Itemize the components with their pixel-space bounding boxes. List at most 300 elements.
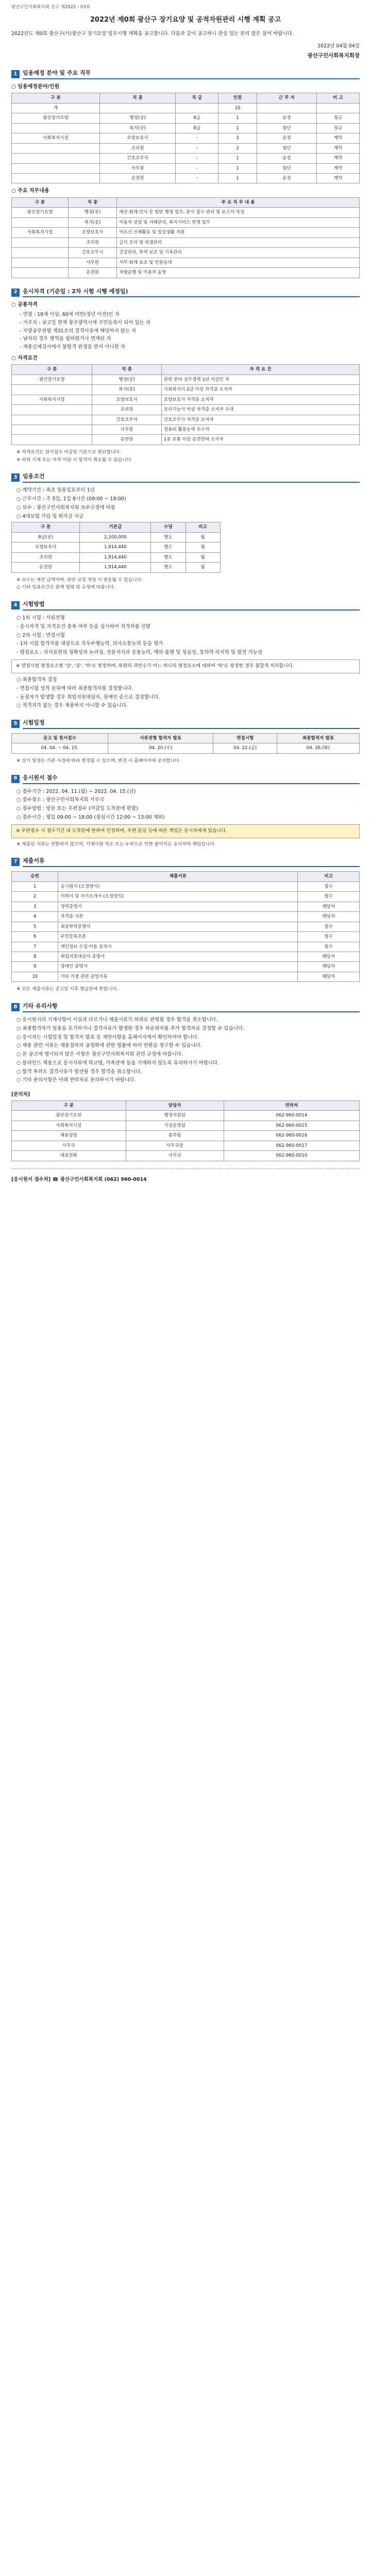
table-cell: 광산장기요양 <box>12 375 92 384</box>
table-cell: 계약 <box>316 154 359 163</box>
table-cell: 2,100,000 <box>80 532 151 542</box>
table-row <box>12 563 221 572</box>
table-cell: 간호조무사 <box>100 154 176 163</box>
table-cell: 2 <box>12 892 58 902</box>
table-cell: 경력증명서 <box>58 902 298 911</box>
table-row <box>12 405 360 415</box>
qualification-table <box>11 364 360 445</box>
table-cell: 어르신 신체활동 및 일상생활 지원 <box>117 228 360 238</box>
table-cell: 조리원 <box>68 238 116 247</box>
table-row <box>12 1141 360 1150</box>
table-header-cell: 면접시험 <box>213 734 277 743</box>
table-cell <box>12 435 92 445</box>
table-cell: 사무원 <box>100 163 176 173</box>
table-cell: 송정 <box>257 173 316 183</box>
table-cell: 광산장기요양 <box>12 208 69 217</box>
table-cell: 총무팀 <box>126 1131 224 1141</box>
table-row <box>12 912 360 922</box>
table-cell: 필수 <box>298 892 360 902</box>
section-1-title <box>11 69 360 79</box>
table-header-cell: 직 종 <box>100 93 176 103</box>
table-header-cell: 연락처 <box>224 1100 359 1110</box>
interview-note-box: ※ 면접시험 평정요소별 '상', '중', '하'로 평정하며, 위원의 과반수가 어느 하나의 평정요소에 대하여 '하'로 평정한 경우 불합격 처리합니다. <box>11 659 360 673</box>
table-row <box>12 543 221 552</box>
table-row <box>12 902 360 911</box>
table-cell: 광산장기요양 <box>12 113 100 123</box>
text-line: ※ 제출된 서류는 반환하지 않으며, 기재사항 착오 또는 누락으로 인한 불이익은 응시자의 책임입니다. <box>16 841 216 847</box>
table-cell: 6 <box>12 932 58 942</box>
document-page <box>0 0 371 1198</box>
table-header-cell: 최종합격자 발표 <box>277 734 359 743</box>
table-row <box>12 385 360 395</box>
text-line: ○ 합격 후라도 결격사유가 발견될 경우 합격을 취소합니다. <box>16 1069 142 1075</box>
table-cell: 개인정보 수집·이용 동의서 <box>58 942 298 952</box>
announcement-date: 2022년 04월 04일 <box>317 43 360 49</box>
table-row <box>12 932 360 942</box>
table-cell: 송정 <box>257 133 316 143</box>
table-cell: 행정(공) <box>100 113 176 123</box>
table-cell: 광산장기요양 <box>12 1111 126 1121</box>
table-cell: 월 <box>185 532 220 542</box>
section-number: 5 <box>11 720 20 728</box>
table-row <box>12 952 360 962</box>
table-cell: 송정 <box>257 154 316 163</box>
table-cell: 8급 <box>176 113 218 123</box>
section-number: 8 <box>11 1003 20 1011</box>
table-row <box>12 268 360 278</box>
footer-line: [응시원서 접수처] ☎ 광산구민사회복지회 (062) 960-0014 <box>11 1176 147 1182</box>
table-cell: 사회복지사 2급 이상 자격증 소지자 <box>161 385 359 395</box>
table-cell: - <box>176 154 218 163</box>
section-heading: 임용조건 <box>23 472 360 483</box>
table-cell: 조리원 <box>100 143 176 153</box>
table-row <box>12 238 360 247</box>
table-cell: 간호조무사 <box>68 248 116 258</box>
table-cell: 요양보호사 <box>68 228 116 238</box>
text-line: - 지방공무원법 제31조의 결격사유에 해당하지 않는 자 <box>20 328 137 334</box>
subheading: ○ 주요 직무내용 <box>11 188 49 194</box>
table-header-cell: 주 요 직 무 내 용 <box>117 197 360 207</box>
duty-table <box>11 197 360 278</box>
table-cell: 1 <box>218 163 257 173</box>
table-cell: 8급(공) <box>12 532 80 542</box>
table-cell: 차량운행 및 이용자 송영 <box>117 268 360 278</box>
table-row <box>12 532 221 542</box>
table-row <box>12 552 221 562</box>
table-cell: 사무원 <box>68 258 116 267</box>
table-cell: 해당자 <box>298 902 360 911</box>
issuer: 광산구민사회복지회장 <box>307 52 360 59</box>
table-cell: 행정(공) <box>92 375 161 384</box>
table-cell <box>12 154 100 163</box>
table-cell: 행정(공) <box>68 208 116 217</box>
table-cell: 정규 <box>316 113 359 123</box>
document-title: 2022년 제0회 광산구 장기요양 및 공적자원관리 시행 계획 공고 <box>90 16 281 24</box>
table-cell: 04. 04. ~ 04. 15. <box>12 743 108 753</box>
table-row <box>12 258 360 267</box>
table-cell: 사무국장 <box>126 1141 224 1150</box>
section-number: 7 <box>11 858 20 866</box>
table-cell: 04. 26.(화) <box>277 743 359 753</box>
salary-table <box>11 522 221 572</box>
table-header-cell: 담당자 <box>126 1100 224 1110</box>
table-row <box>12 133 360 143</box>
table-cell: 기타 가점 관련 증빙서류 <box>58 972 298 981</box>
application-note-box: ※ 우편접수 시 접수기간 내 도착분에 한하여 인정하며, 우편 분실 등에 따른 책임은 응시자에게 있습니다. <box>11 824 360 838</box>
text-line: ○ 1차 시험 : 서류전형 <box>16 615 65 621</box>
text-line: - 남자의 경우 병역을 필하였거나 면제된 자 <box>20 336 111 342</box>
text-line: ○ 2차 시험 : 면접시험 <box>16 632 65 638</box>
table-cell: 필수 <box>298 922 360 931</box>
table-cell: 별도 <box>151 552 185 562</box>
table-cell: 사회복지시설 <box>12 133 100 143</box>
table-cell: 복지(공) <box>100 123 176 133</box>
table-row <box>12 425 360 435</box>
text-line: ※ 자격요건은 원서접수 마감일 기준으로 판단합니다. <box>16 449 121 455</box>
table-cell: 해당자 <box>298 952 360 962</box>
table-cell: 1,914,440 <box>80 563 151 572</box>
table-header-cell: 비고 <box>185 522 220 532</box>
table-header-cell: 비 고 <box>316 93 359 103</box>
section-number: 4 <box>11 601 20 609</box>
table-header-cell: 비고 <box>298 872 360 882</box>
section-heading: 시험일정 <box>23 719 360 729</box>
table-header-cell: 구 분 <box>12 197 69 207</box>
table-cell: 062-960-0014 <box>224 1111 359 1121</box>
schedule-note: ※ 상기 일정은 기관 사정에 따라 변경될 수 있으며, 변경 시 홈페이지에 공지합니다. <box>16 758 181 764</box>
table-cell: 3 <box>12 902 58 911</box>
text-line: ○ 접수장소 : 광산구민사회복지회 사무국 <box>16 797 105 803</box>
table-cell: 계약 <box>316 133 359 143</box>
table-cell: 조리기능사 이상 자격증 소지자 우대 <box>161 405 359 415</box>
text-line: ○ 기타 임용조건은 관계 법령 및 규정에 따릅니다. <box>16 585 115 590</box>
section-heading: 제출서류 <box>23 857 360 867</box>
table-row <box>12 882 360 891</box>
table-cell: 별도 <box>151 532 185 542</box>
table-cell <box>12 385 92 395</box>
text-line: ○ 접수방법 : 방문 또는 우편접수 (마감일 도착분에 한함) <box>16 806 138 812</box>
table-header-cell: 자 격 요 건 <box>161 365 359 375</box>
table-row <box>12 1121 360 1130</box>
table-cell: 3 <box>218 133 257 143</box>
table-cell: 062-960-0017 <box>224 1141 359 1150</box>
table-cell: 5 <box>12 922 58 931</box>
schedule-table <box>11 733 360 754</box>
table-cell: 1 <box>218 113 257 123</box>
table-row <box>12 123 360 133</box>
table-cell <box>316 103 359 113</box>
table-cell: 계약 <box>316 173 359 183</box>
table-row <box>12 228 360 238</box>
table-header-cell: 직 종 <box>92 365 161 375</box>
text-line: - 동점자가 발생할 경우 취업지원대상자, 장애인 순으로 결정합니다. <box>16 694 160 700</box>
table-cell: 조리원 <box>92 405 161 415</box>
table-header-cell: 수당 <box>151 522 185 532</box>
table-cell <box>100 103 176 113</box>
table-cell: 별도 <box>151 543 185 552</box>
text-line: ○ 적격자가 없는 경우 채용하지 아니할 수 있습니다. <box>16 703 128 709</box>
table-cell: 장애인 증명서 <box>58 962 298 972</box>
section-5-title <box>11 719 360 729</box>
table-cell: 04. 20.(수) <box>108 743 213 753</box>
table-cell: 사회복지시설 <box>12 1121 126 1130</box>
section-number: 2 <box>11 289 20 297</box>
table-cell: 조리원 <box>12 552 80 562</box>
section-heading: 기타 유의사항 <box>23 1002 360 1012</box>
table-cell: 요양보호사 <box>92 395 161 404</box>
documents-table <box>11 871 360 982</box>
text-line: ○ 4대보험 가입 및 퇴직금 지급 <box>16 513 84 519</box>
table-cell: 운전원 <box>68 268 116 278</box>
table-row <box>12 1131 360 1141</box>
table-cell <box>12 217 69 227</box>
table-cell: 사무국 <box>126 1151 224 1161</box>
table-header-cell: 구 분 <box>12 365 92 375</box>
text-line: - 평정요소 : 의사표현의 정확성과 논리성, 전문지식과 응용능력, 예의·품행 및 성실성, 창의력·의지력 및 발전 가능성 <box>16 650 262 656</box>
table-cell <box>12 123 100 133</box>
table-row <box>12 113 360 123</box>
text-line: ○ 계약기간 : 최초 임용일로부터 1년 <box>16 487 95 494</box>
text-line: ○ 기타 문의사항은 아래 연락처로 문의하시기 바랍니다. <box>16 1077 136 1083</box>
table-cell: 2 <box>218 143 257 153</box>
table-cell: 계 <box>12 103 100 113</box>
text-line: - 1차 시험 합격자를 대상으로 직무수행능력, 의사소통능력 등을 평가 <box>16 641 163 647</box>
table-row <box>12 248 360 258</box>
table-cell: 취업지원대상자 증명서 <box>58 952 298 962</box>
table-row <box>12 942 360 952</box>
table-cell: 운전원 <box>92 435 161 445</box>
text-line: ○ 응시원서의 기재사항이 사실과 다르거나 제출서류가 허위로 판명될 경우 합격을 취소합니다. <box>16 1017 218 1023</box>
table-row <box>12 173 360 183</box>
table-cell: 8급 <box>176 123 218 133</box>
table-cell <box>176 103 218 113</box>
table-cell: 예산·회계·인사 등 일반 행정 업무, 문서 접수·관리 및 보고서 작성 <box>117 208 360 217</box>
table-cell: 채용담당 <box>12 1131 126 1141</box>
table-cell <box>12 163 100 173</box>
text-line: ※ 허위 기재 또는 자격 미달 시 합격이 취소될 수 있습니다. <box>16 457 133 463</box>
table-cell: 10 <box>12 972 58 981</box>
table-cell <box>12 415 92 425</box>
table-cell: 4 <box>12 912 58 922</box>
table-cell: 대표전화 <box>12 1151 126 1161</box>
table-cell: 최종학력증명서 <box>58 922 298 931</box>
table-cell: 계약 <box>316 143 359 153</box>
subheading: ○ 공통자격 <box>11 302 38 308</box>
table-cell: 관련 분야 실무경력 1년 이상인 자 <box>161 375 359 384</box>
table-cell: 사회복지시설 <box>12 395 92 404</box>
section-7-title <box>11 857 360 867</box>
text-line: ○ 최종합격자 결정 <box>16 677 57 683</box>
table-header-cell: 직 급 <box>176 93 218 103</box>
text-line: ○ 접수기간 : 2022. 04. 11.(월) ~ 2022. 04. 15.(금) <box>16 788 136 794</box>
table-cell: 첨단 <box>257 143 316 153</box>
table-cell: 사무원 <box>92 425 161 435</box>
table-cell: 8 <box>12 952 58 962</box>
table-cell <box>12 258 69 267</box>
table-cell: - <box>176 173 218 183</box>
divider <box>11 1168 360 1169</box>
table-cell: 요양보호사 <box>12 543 80 552</box>
section-number: 3 <box>11 473 20 482</box>
text-line: ○ 최종합격자가 임용을 포기하거나 결격사유가 발생한 경우 차순위자를 추가 합격자로 결정할 수 있습니다. <box>16 1025 245 1031</box>
table-header-cell: 인원 <box>218 93 257 103</box>
table-header-cell: 구 분 <box>12 93 100 103</box>
table-cell: 송정 <box>257 113 316 123</box>
table-cell <box>12 248 69 258</box>
section-heading: 응시자격 (기준일 : 2차 시험 시행 예정일) <box>23 287 360 298</box>
table-row <box>12 972 360 981</box>
table-header-cell: 순번 <box>12 872 58 882</box>
table-cell: - <box>176 133 218 143</box>
table-header-cell: 구 분 <box>12 1100 126 1110</box>
table-cell <box>12 238 69 247</box>
table-cell <box>12 268 69 278</box>
table-cell <box>257 103 316 113</box>
table-row <box>12 217 360 227</box>
table-cell: 컴퓨터 활용능력 우수자 <box>161 425 359 435</box>
table-cell: 이용자 상담 및 사례관리, 복지서비스 연계 업무 <box>117 217 360 227</box>
text-line: ○ 근무시간 : 주 5일, 1일 8시간 (09:00 ~ 18:00) <box>16 496 126 502</box>
table-cell: 간호조무사 자격증 소지자 <box>161 415 359 425</box>
table-cell: 필수 <box>298 932 360 942</box>
table-cell: 이력서 및 자기소개서 (소정양식) <box>58 892 298 902</box>
text-line: - 면접시험 성적 순위에 따라 최종합격자를 결정합니다. <box>16 685 133 691</box>
section-number: 1 <box>11 70 20 78</box>
table-cell: 운전원 <box>12 563 80 572</box>
text-line: - 응시자격 및 자격요건 충족 여부 등을 심사하여 적격자를 선발 <box>16 623 151 630</box>
table-cell: 운전원 <box>100 173 176 183</box>
text-line: - 채용신체검사에서 불합격 판정을 받지 아니한 자 <box>20 344 126 350</box>
table-cell: - <box>176 163 218 173</box>
table-cell: 062-960-0015 <box>224 1121 359 1130</box>
section-8-title <box>11 1002 360 1012</box>
table-row <box>12 375 360 384</box>
table-cell: 사무국 <box>12 1141 126 1150</box>
table-header-cell: 직 종 <box>68 197 116 207</box>
documents-note: ※ 모든 제출서류는 공고일 이후 발급분에 한합니다. <box>16 987 118 992</box>
table-cell: - <box>176 143 218 153</box>
table-row <box>12 143 360 153</box>
text-line: ○ 응시자는 시험일정 및 합격자 발표 등 제반사항을 홈페이지에서 확인하여야 합니다. <box>16 1034 199 1040</box>
intro-text: 2022년도 제0회 광산구(사)광산구 장기요양 업무시행 계획을 공고합니다. 다음과 같이 공고하니 관심 있는 분의 많은 참여 바랍니다. <box>11 31 294 37</box>
table-row <box>12 154 360 163</box>
table-cell: 1 <box>12 882 58 891</box>
table-cell: 해당자 <box>298 962 360 972</box>
table-cell: 062-960-0016 <box>224 1131 359 1141</box>
table-cell: 별도 <box>151 563 185 572</box>
table-cell: 9 <box>12 962 58 972</box>
table-cell: 급식 조리 및 위생관리 <box>117 238 360 247</box>
subheading: ○ 임용예정분야/인원 <box>11 83 60 90</box>
section-4-title <box>11 600 360 611</box>
table-cell: 행정지원팀 <box>126 1111 224 1121</box>
subheading: ○ 자격요건 <box>11 355 38 361</box>
section-3-title <box>11 472 360 483</box>
table-header-cell: 기본급 <box>80 522 151 532</box>
table-cell: 첨단 <box>257 163 316 173</box>
table-cell: 요양보호사 <box>100 133 176 143</box>
table-cell: 첨단 <box>257 123 316 133</box>
table-row <box>12 208 360 217</box>
reference-number: 광산구민사회복지회 공고 제2022 - 03호 <box>11 5 91 10</box>
table-cell <box>12 425 92 435</box>
table-cell: 간호조무사 <box>92 415 161 425</box>
text-line: ※ 보수는 세전 금액이며, 관련 규정 개정 시 변동될 수 있습니다. <box>16 577 143 583</box>
table-cell <box>12 173 100 183</box>
table-row <box>12 1151 360 1161</box>
table-row <box>12 892 360 902</box>
table-header-cell: 제출서류 <box>58 872 298 882</box>
table-row <box>12 922 360 931</box>
table-row <box>12 962 360 972</box>
section-heading: 임용예정 분야 및 주요 직무 <box>23 69 360 79</box>
table-row <box>12 1111 360 1121</box>
table-header-cell: 구 분 <box>12 522 80 532</box>
text-line: ○ 보수 : 광산구민사회복지회 보수규정에 따름 <box>16 504 115 511</box>
section-heading: 응시원서 접수 <box>23 774 360 784</box>
table-cell: 필수 <box>298 882 360 891</box>
table-row <box>12 415 360 425</box>
table-row <box>12 163 360 173</box>
text-line: ○ 본 공고에 명시되지 않은 사항은 광산구민사회복지회 관련 규정에 따릅니다. <box>16 1052 183 1058</box>
contacts-title: [문의처] <box>11 1092 30 1098</box>
table-cell: 1,914,440 <box>80 543 151 552</box>
recruit-table <box>11 93 360 183</box>
table-cell: 계약 <box>316 163 359 173</box>
table-header-cell: 근 무 지 <box>257 93 316 103</box>
contacts-table <box>11 1100 360 1161</box>
table-header-cell: 서류전형 합격자 발표 <box>108 734 213 743</box>
table-cell: 04. 22.(금) <box>213 743 277 753</box>
text-line: - 거주지 : 공고일 현재 광주광역시에 주민등록이 되어 있는 자 <box>20 319 151 326</box>
table-cell: 시설운영팀 <box>126 1121 224 1130</box>
table-cell: 해당자 <box>298 972 360 981</box>
table-cell: 1 <box>218 173 257 183</box>
table-cell <box>12 405 92 415</box>
table-row <box>12 395 360 404</box>
section-2-title <box>11 287 360 298</box>
table-row <box>12 103 360 113</box>
section-number: 6 <box>11 775 20 783</box>
table-cell <box>12 143 100 153</box>
table-cell: 7 <box>12 942 58 952</box>
table-cell: 1종 보통 이상 운전면허 소지자 <box>161 435 359 445</box>
table-header-cell: 공고 및 원서접수 <box>12 734 108 743</box>
table-cell: 주민등록초본 <box>58 932 298 942</box>
table-cell: 건강관리, 투약 보조 및 기록관리 <box>117 248 360 258</box>
table-cell: 복지(공) <box>68 217 116 227</box>
text-line: ○ 접수시간 : 평일 09:00 ~ 18:00 (점심시간 12:00 ~ 13:00 제외) <box>16 814 165 820</box>
table-row <box>12 435 360 445</box>
text-line: ○ 채용 관련 서류는 채용절차의 공정화에 관한 법률에 따라 반환을 청구할 수 있습니다. <box>16 1043 202 1049</box>
table-cell: 자격증 사본 <box>58 912 298 922</box>
table-cell: 사회복지시설 <box>12 228 69 238</box>
table-cell: 필수 <box>298 942 360 952</box>
table-cell: 10 <box>218 103 257 113</box>
table-cell: 정규 <box>316 123 359 133</box>
text-line: - 연령 : 18세 이상, 60세 미만(정년 이전)인 자 <box>20 311 120 317</box>
table-cell: 월 <box>185 563 220 572</box>
table-cell: 1,914,440 <box>80 552 151 562</box>
section-heading: 시험방법 <box>23 600 360 611</box>
table-cell: 1 <box>218 123 257 133</box>
table-cell: 요양보호사 자격증 소지자 <box>161 395 359 404</box>
table-cell: 복지(공) <box>92 385 161 395</box>
table-cell: 1 <box>218 154 257 163</box>
table-cell: 062-960-0010 <box>224 1151 359 1161</box>
table-cell: 월 <box>185 552 220 562</box>
table-cell: 월 <box>185 543 220 552</box>
